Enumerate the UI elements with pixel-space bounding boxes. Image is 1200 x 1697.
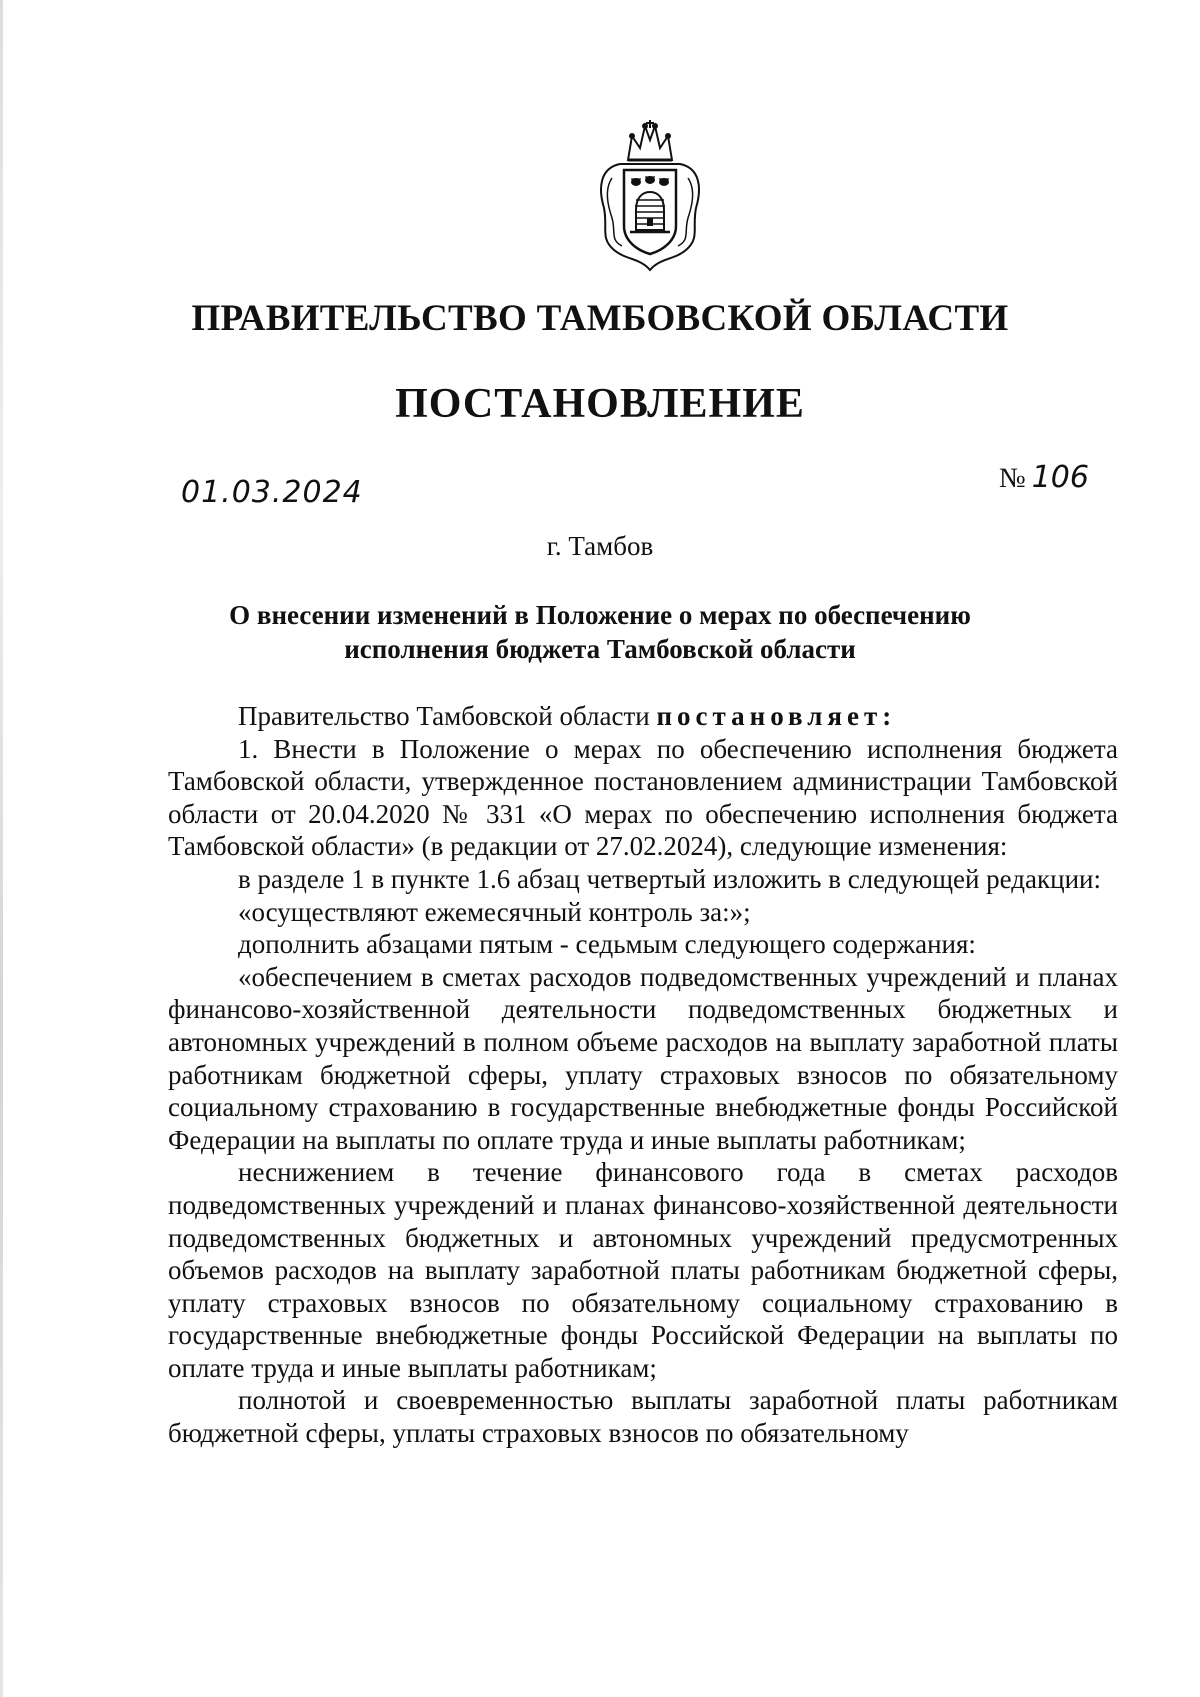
decree-intro: Правительство Тамбовской области — [238, 701, 650, 731]
document-subject — [200, 598, 1000, 666]
subject-line-2: исполнения бюджета Тамбовской области — [344, 634, 856, 664]
paragraph-6: неснижением в течение финансового года в сметах расходов подведомственных учреждений и планах финансово-хозяйственной деятельности подведомственных бюджетных и автономных учреждений предусмотренных объемов расходов на выплату заработной платы работникам бюджетной сферы, уплату страховых взносов по обязательному социальному страхованию в государственные внебюджетные фонды Российской Федерации на выплаты по оплате труда и иные выплаты работникам; — [168, 1157, 1118, 1383]
number-label: № — [999, 463, 1026, 494]
paragraph-1: 1. Внести в Положение о мерах по обеспечению исполнения бюджета Тамбовской области, утвержденное постановлением администрации Тамбовской области от 20.04.2020 № 331 «О мерах по обеспечению исполнения бюджета Тамбовской области» (в редакции от 27.02.2024), следующие изменения: — [168, 733, 1118, 862]
document-type-title: ПОСТАНОВЛЕНИЕ — [395, 381, 805, 427]
document-body — [168, 700, 1118, 1450]
tambov-coat-of-arms-icon — [590, 118, 710, 273]
subject-line-1: О внесении изменений в Положение о мерах по обеспечению — [229, 600, 971, 630]
number-value: 106 — [1031, 460, 1089, 495]
decree-word: постановляет: — [656, 701, 897, 731]
paragraph-5: «обеспечением в сметах расходов подведомственных учреждений и планах финансово-хозяйственной деятельности подведомственных бюджетных и автономных учреждений в полном объеме расходов на выплату заработной платы работникам бюджетной сферы, уплату страховых взносов по обязательному социальному страхованию в государственные внебюджетные фонды Российской Федерации на выплаты по оплате труда и иные выплаты работникам; — [168, 961, 1118, 1155]
paragraph-3: «осуществляют ежемесячный контроль за:»; — [238, 896, 751, 927]
organization-title: ПРАВИТЕЛЬСТВО ТАМБОВСКОЙ ОБЛАСТИ — [191, 298, 1009, 339]
decree-paragraph — [168, 700, 1118, 733]
paragraph-7: полнотой и своевременностью выплаты заработной платы работникам бюджетной сферы, уплаты страховых взносов по обязательному — [168, 1385, 1118, 1449]
paragraph-2: в разделе 1 в пункте 1.6 абзац четвертый изложить в следующей редакции: — [238, 863, 1101, 894]
scan-edge-shadow — [0, 0, 3, 1697]
city-line: г. Тамбов — [546, 531, 654, 561]
document-number — [999, 460, 1089, 495]
document-date: 01.03.2024 — [181, 475, 363, 510]
paragraph-4: дополнить абзацами пятым - седьмым следующего содержания: — [238, 929, 976, 960]
